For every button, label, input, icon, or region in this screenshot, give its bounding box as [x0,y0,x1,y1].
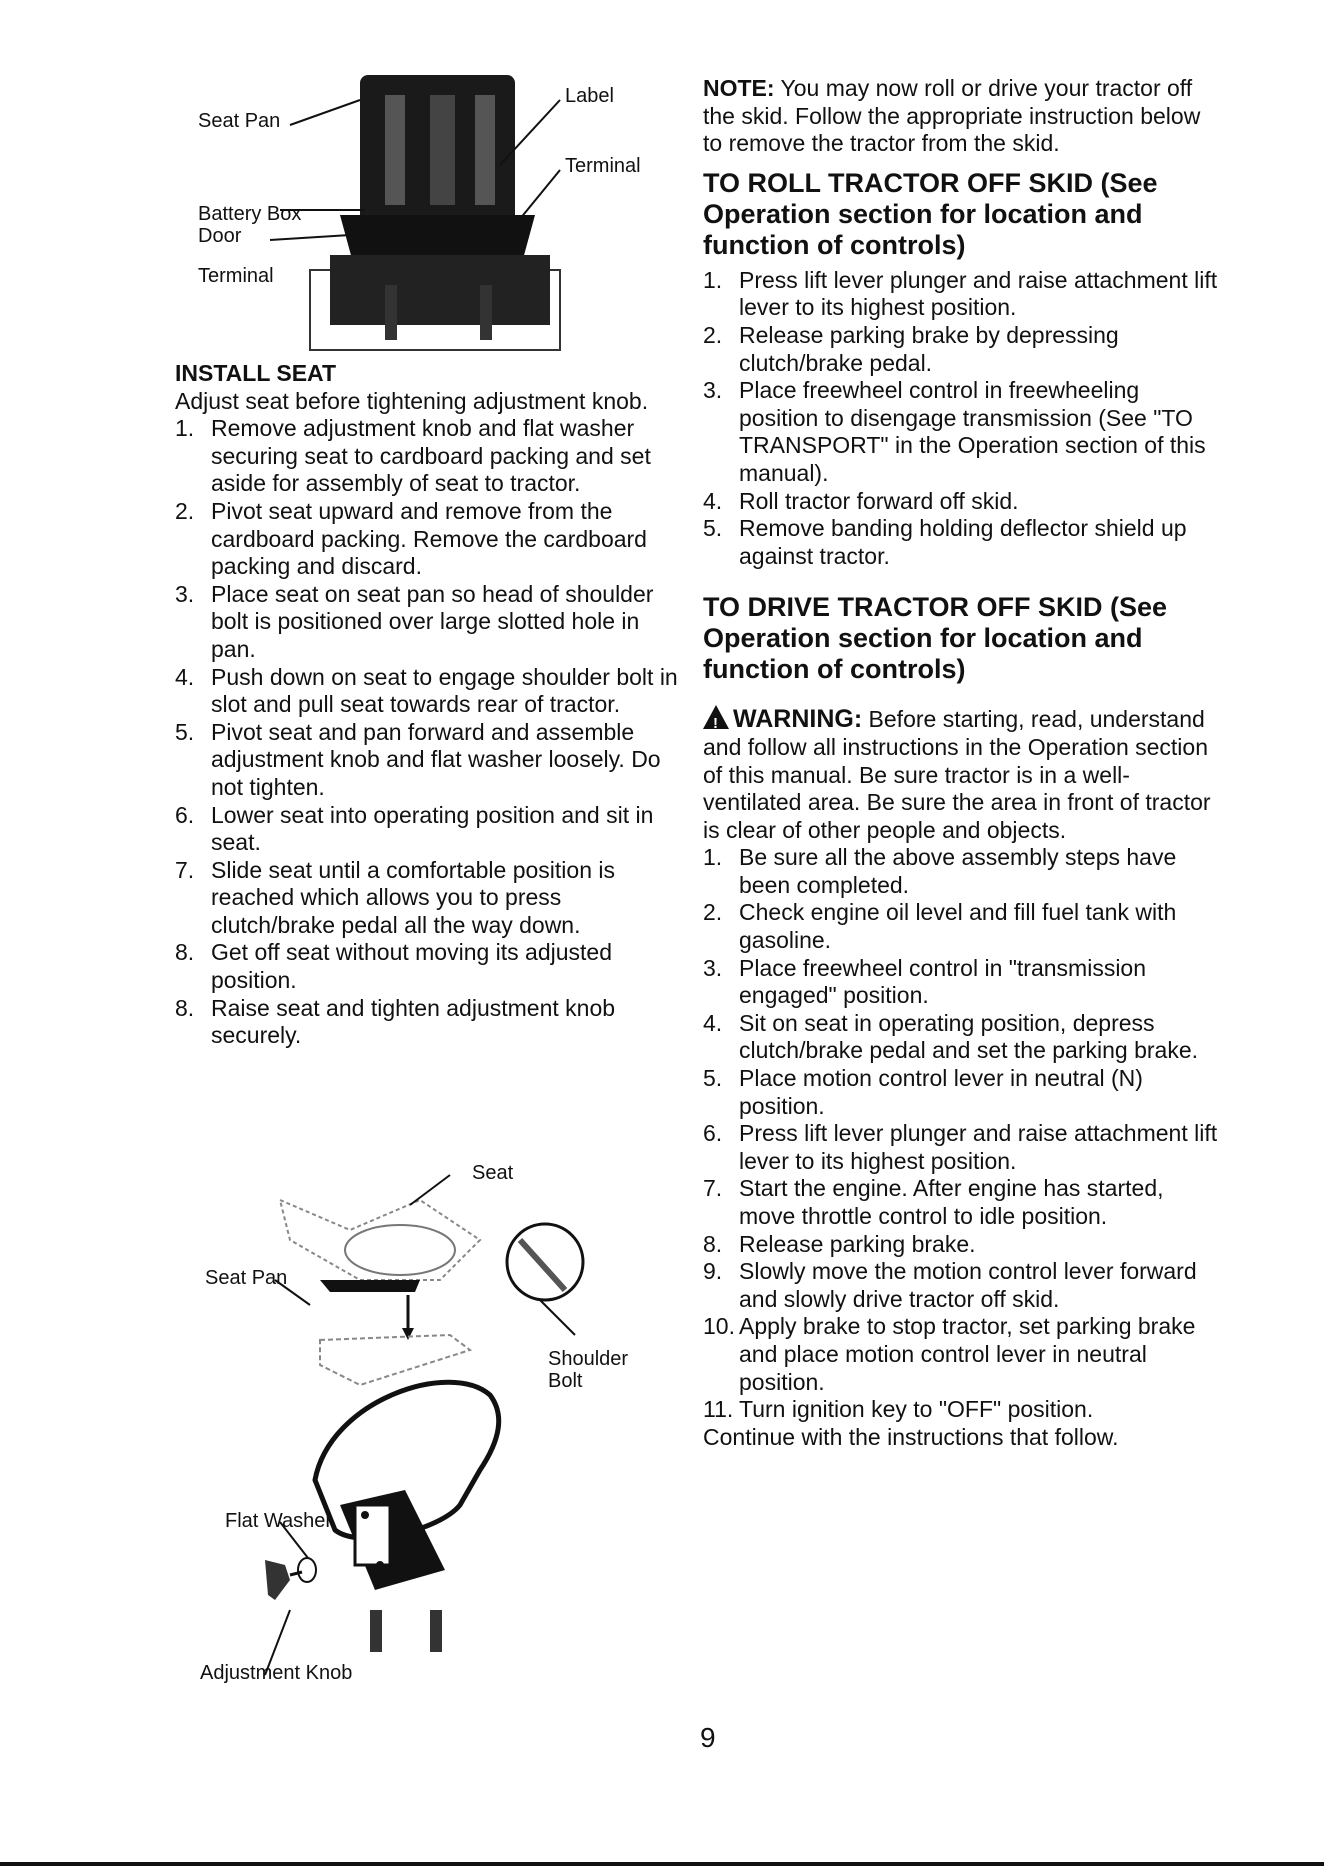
remove-skid-section [703,75,1223,1451]
step-text: Push down on seat to engage shoulder bolt in slot and pull seat towards rear of tractor. [211,663,678,718]
step-number: 2. [175,497,195,524]
terminal-left-label: Terminal [198,265,274,287]
list-item [175,415,685,498]
battery-box-figure [190,70,690,360]
flat-washer-label: Flat Washer [225,1510,333,1532]
step-number: 5. [703,1065,723,1092]
warning-paragraph [703,705,1223,844]
step-text: Get off seat without moving its adjusted position. [211,939,613,994]
battery-box-label: Battery Box [198,203,302,225]
label-label: Label [565,85,614,107]
list-item [703,322,1223,377]
step-number: 8. [175,994,195,1021]
list-item [175,939,685,994]
step-number: 10. [703,1313,735,1340]
step-number: 1. [703,844,723,871]
note-label: NOTE: [703,75,775,101]
note-text: You may now roll or drive your tractor off the skid. Follow the appropriate instruction below to remove the tractor from the skid. [703,75,1201,157]
install-seat-heading: INSTALL SEAT [175,360,336,386]
step-text: Remove adjustment knob and flat washer securing seat to cardboard packing and set aside for assembly of seat to tractor. [211,415,651,497]
list-item [703,267,1223,322]
step-number: 3. [175,580,195,607]
step-number: 4. [703,487,723,514]
step-text: Slide seat until a comfortable position is reached which allows you to press clutch/brake pedal all the way down. [211,856,615,938]
step-text: Sit on seat in operating position, depress clutch/brake pedal and set the parking brake. [739,1009,1199,1064]
step-text: Place motion control lever in neutral (N) position. [739,1065,1143,1119]
list-item [703,955,1223,1010]
step-text: Pivot seat and pan forward and assemble adjustment knob and flat washer loosely. Do not tighten. [211,718,661,800]
step-text: Release parking brake. [739,1230,976,1257]
page-number: 9 [700,1722,716,1753]
warning-label: WARNING: [733,705,863,734]
step-text: Slowly move the motion control lever forward and slowly drive tractor off skid. [739,1258,1197,1312]
step-number: 9. [703,1258,723,1285]
step-text: Roll tractor forward off skid. [739,487,1019,514]
seat-pan-label-2: Seat Pan [205,1267,288,1289]
step-number: 3. [703,377,723,404]
step-text: Press lift lever plunger and raise attachment lift lever to its highest position. [739,1120,1218,1174]
list-item [175,857,685,940]
step-number: 4. [175,663,195,690]
step-text: Press lift lever plunger and raise attachment lift lever to its highest position. [739,266,1218,321]
step-number: 1. [175,415,195,442]
adjustment-knob-label: Adjustment Knob [200,1662,353,1684]
step-text: Raise seat and tighten adjustment knob securely. [211,994,616,1049]
drive-off-steps [703,844,1223,1423]
step-text: Lower seat into operating position and sit in seat. [211,801,654,856]
step-number: 4. [703,1009,723,1036]
step-number: 5. [703,515,723,542]
roll-off-steps [703,267,1223,571]
list-item [703,377,1223,487]
shoulder-label: Shoulder [548,1348,629,1370]
list-item [703,1231,1223,1259]
step-text: Release parking brake by depressing clutch/brake pedal. [739,321,1119,376]
step-number: 6. [703,1120,723,1147]
list-item [175,802,685,857]
install-seat-steps [175,415,685,1050]
step-text: Start the engine. After engine has started, move throttle control to idle position. [739,1175,1164,1229]
step-number: 11. [703,1396,734,1423]
install-seat-section [175,360,685,1050]
step-text: Apply brake to stop tractor, set parking brake and place motion control lever in neutral position. [739,1313,1196,1395]
step-number: 7. [175,856,195,883]
list-item [703,1175,1223,1230]
step-text: Pivot seat upward and remove from the cardboard packing. Remove the cardboard packing and discard. [211,497,647,580]
warning-icon [703,705,729,729]
door-label: Door [198,225,242,247]
bottom-rule [0,1862,1324,1866]
list-item [703,899,1223,954]
install-seat-intro: Adjust seat before tightening adjustment knob. [175,387,649,414]
step-number: 7. [703,1175,723,1202]
drive-off-heading: TO DRIVE TRACTOR OFF SKID (See Operation section for location and function of controls) [703,592,1168,685]
seat-pan-label: Seat Pan [198,110,281,132]
step-number: 5. [175,718,195,745]
list-item [175,995,685,1050]
list-item [703,1396,1223,1424]
list-item [175,719,685,802]
seat-assembly-illustration [190,1170,670,1690]
list-item [703,1313,1223,1396]
list-item [175,498,685,581]
list-item [175,581,685,664]
terminal-top-label: Terminal [565,155,641,177]
warning-text: Before starting, read, understand and follow all instructions in the Operation section of this manual. Be sure tractor is in a well-ventilated area. Be sure the area in front of tractor is clear of other people and objects. [703,706,1211,843]
step-text: Turn ignition key to "OFF" position. [739,1396,1094,1423]
roll-off-heading: TO ROLL TRACTOR OFF SKID (See Operation section for location and function of controls) [703,167,1158,260]
list-item [703,1010,1223,1065]
step-number: 2. [703,321,723,348]
step-number: 1. [703,266,723,293]
step-text: Check engine oil level and fill fuel tank with gasoline. [739,899,1177,954]
step-text: Place freewheel control in "transmission engaged" position. [739,954,1147,1009]
list-item [703,844,1223,899]
step-number: 3. [703,954,723,981]
step-text: Remove banding holding deflector shield up against tractor. [739,515,1187,569]
note-paragraph [703,75,1223,158]
step-text: Place freewheel control in freewheeling position to disengage transmission (See "TO TRANSPORT" in the Operation section of this manual). [739,377,1206,486]
step-text: Place seat on seat pan so head of shoulder bolt is positioned over large slotted hole in pan. [211,580,654,662]
seat-assembly-figure [190,1162,670,1690]
list-item [175,664,685,719]
step-number: 6. [175,801,195,828]
step-number: 2. [703,899,723,926]
list-item [703,1120,1223,1175]
list-item [703,488,1223,516]
bolt-label: Bolt [548,1370,583,1392]
list-item [703,515,1223,570]
step-text: Be sure all the above assembly steps have been completed. [739,844,1177,898]
list-item [703,1065,1223,1120]
seat-label: Seat [472,1162,514,1184]
step-number: 8. [175,939,195,966]
closing-text: Continue with the instructions that follow. [703,1423,1119,1450]
step-number: 8. [703,1230,723,1257]
list-item [703,1258,1223,1313]
